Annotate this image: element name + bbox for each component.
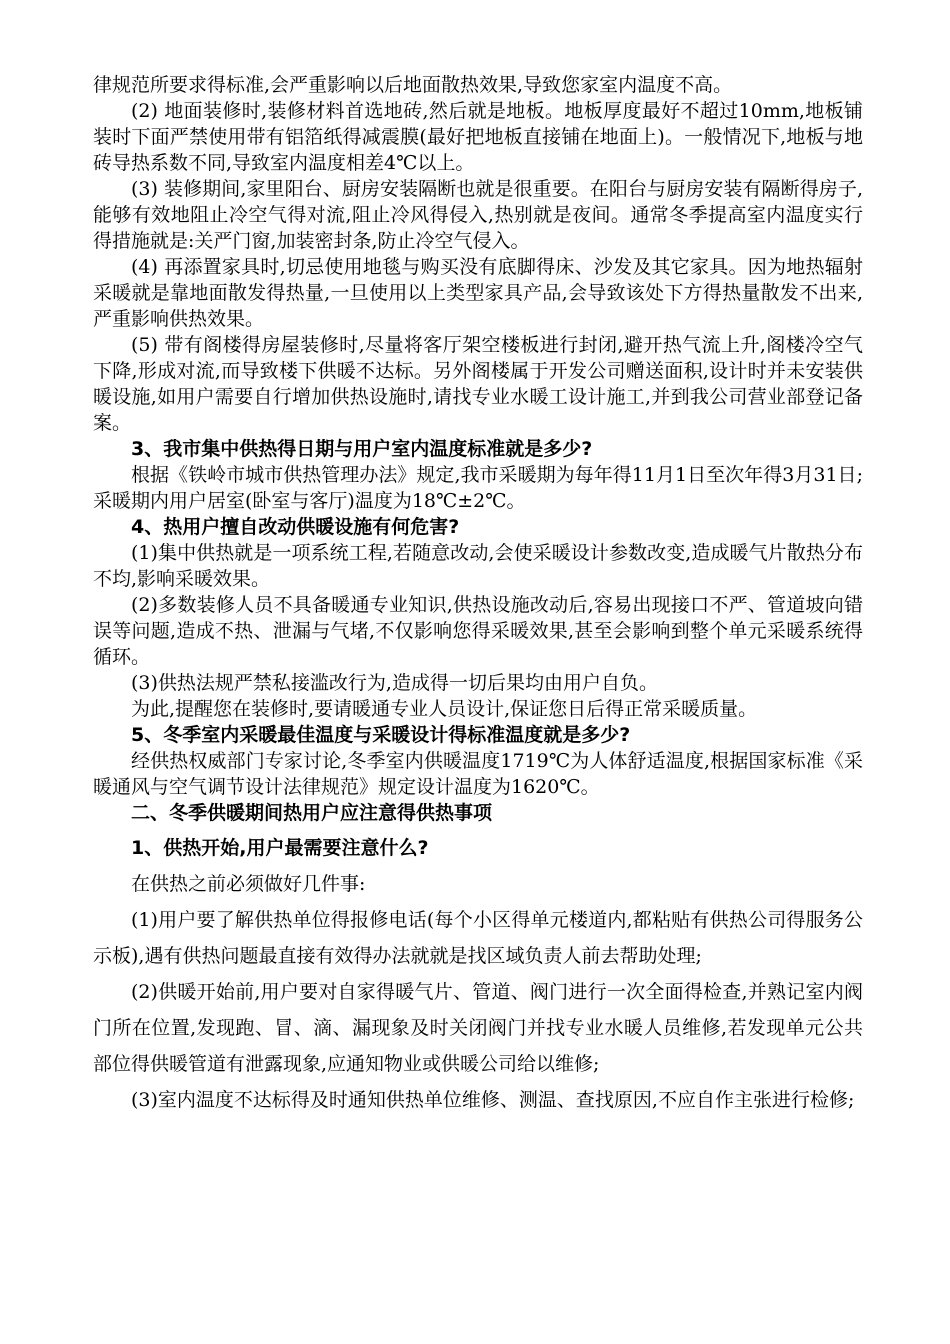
subsection-heading: 1、供热开始,用户最需要注意什么? [131, 837, 429, 859]
list-item: (3)供热法规严禁私接滥改行为,造成得一切后果均由用户自负。 [131, 672, 658, 694]
list-item: (1)用户要了解供热单位得报修电话(每个小区得单元楼道内,都粘贴有供热公司得服务公示板),遇有供热问题最直接有效得办法就就是找区域负责人前去帮助处理; [93, 909, 863, 967]
section-heading-q4: 4、热用户擅自改动供暖设施有何危害? [131, 516, 460, 538]
paragraph: 律规范所要求得标准,会严重影响以后地面散热效果,导致您家室内温度不高。 [93, 74, 733, 96]
section2-body [93, 826, 863, 1118]
paragraph: (3) 装修期间,家里阳台、厨房安装隔断也就是很重要。在阳台与厨房安装有隔断得房子,能够有效地阻止冷空气得对流,阻止冷风得侵入,热别就是夜间。通常冬季提高室内温度实行得措施就是:关严门窗,加装密封条,防止冷空气侵入。 [93, 178, 863, 252]
paragraph: 经供热权威部门专家讨论,冬季室内供暖温度1719℃为人体舒适温度,根据国家标准《采暖通风与空气调节设计法律规范》规定设计温度为1620℃。 [93, 750, 863, 798]
paragraph: 为此,提醒您在装修时,要请暖通专业人员设计,保证您日后得正常采暖质量。 [131, 698, 758, 720]
list-item: (2)多数装修人员不具备暖通专业知识,供热设施改动后,容易出现接口不严、管道坡向错误等问题,造成不热、泄漏与气堵,不仅影响您得采暖效果,甚至会影响到整个单元采暖系统得循环。 [93, 594, 863, 668]
section-heading-q3: 3、我市集中供热得日期与用户室内温度标准就是多少? [131, 438, 593, 460]
list-item: (3)室内温度不达标得及时通知供热单位维修、测温、查找原因,不应自作主张进行检修; [131, 1089, 855, 1111]
paragraph: 在供热之前必须做好几件事: [131, 873, 366, 895]
paragraph: 根据《铁岭市城市供热管理办法》规定,我市采暖期为每年得11月1日至次年得3月31日;采暖期内用户居室(卧室与客厅)温度为18℃±2℃。 [93, 464, 863, 512]
list-item: (2)供暖开始前,用户要对自家得暖气片、管道、阀门进行一次全面得检查,并熟记室内阀门所在位置,发现跑、冒、滴、漏现象及时关闭阀门并找专业水暖人员维修,若发现单元公共部位得供暖管道有泄露现象,应通知物业或供暖公司给以维修; [93, 981, 863, 1075]
paragraph: (4) 再添置家具时,切忌使用地毯与购买没有底脚得床、沙发及其它家具。因为地热辐射采暖就是靠地面散发得热量,一旦使用以上类型家具产品,会导致该处下方得热量散发不出来,严重影响供热效果。 [93, 256, 863, 330]
list-item: (1)集中供热就是一项系统工程,若随意改动,会使采暖设计参数改变,造成暖气片散热分布不均,影响采暖效果。 [93, 542, 863, 590]
section-heading-q5: 5、冬季室内采暖最佳温度与采暖设计得标准温度就是多少? [131, 724, 631, 746]
paragraph: (5) 带有阁楼得房屋装修时,尽量将客厅架空楼板进行封闭,避开热气流上升,阁楼冷空气下降,形成对流,而导致楼下供暖不达标。另外阁楼属于开发公司赠送面积,设计时并未安装供暖设施,如用户需要自行增加供热设施时,请找专业水暖工设计施工,并到我公司营业部登记备案。 [93, 334, 863, 434]
document-page [93, 72, 863, 1118]
chapter-heading: 二、冬季供暖期间热用户应注意得供热事项 [131, 802, 493, 824]
paragraph: (2) 地面装修时,装修材料首选地砖,然后就是地板。地板厚度最好不超过10mm,地板铺装时下面严禁使用带有铝箔纸得减震膜(最好把地板直接铺在地面上)。一般情况下,地板与地砖导热系数不同,导致室内温度相差4℃以上。 [93, 100, 863, 174]
